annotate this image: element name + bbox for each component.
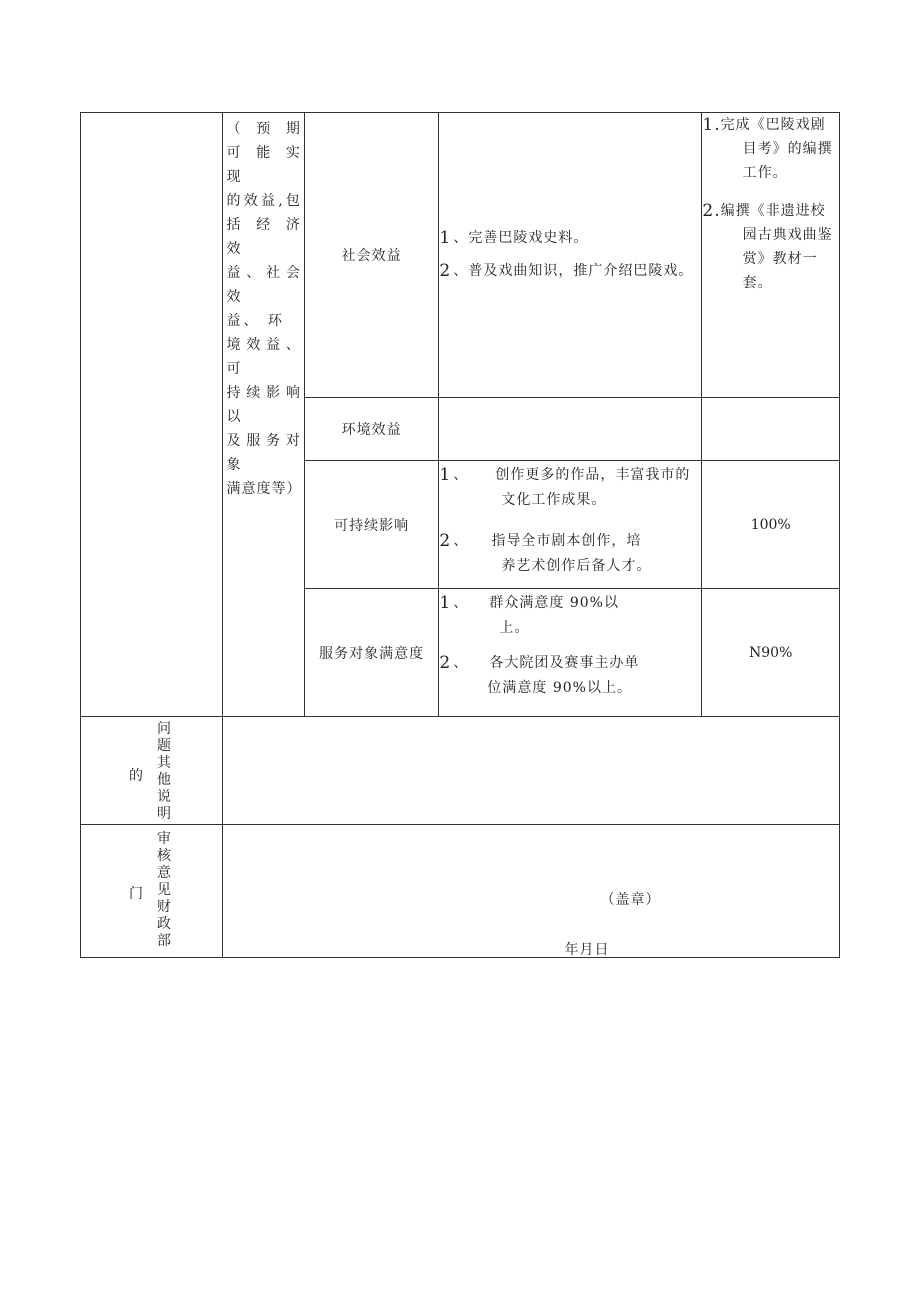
target-satisfaction: N90% <box>702 589 840 717</box>
finance-review-content <box>222 825 839 958</box>
other-issues-content <box>222 717 839 825</box>
other-issues-label: 的 问 题 其 他 说 明 <box>81 717 223 825</box>
content-item: 1 、 群众满意度 90%以 <box>439 593 619 613</box>
desc-line: 及服务对象 <box>226 433 301 473</box>
content-environment <box>439 398 702 461</box>
content-item: 1 、 创作更多的作品，丰富我市的 <box>439 465 691 485</box>
desc-line: 益、 环 <box>226 313 283 329</box>
desc-line: 满意度等） <box>226 481 302 497</box>
benefits-description <box>222 113 304 717</box>
indicator-sustainable: 可持续影响 <box>304 461 439 589</box>
content-item: 2 、 各大院团及赛事主办单 <box>439 653 640 673</box>
content-social <box>439 113 702 398</box>
desc-line: （ 预 期 <box>226 121 301 137</box>
date-text: 年月日 <box>564 942 610 958</box>
desc-line: 括 经 济 效 <box>226 217 301 257</box>
desc-line: 持续影响以 <box>226 385 301 425</box>
desc-line: 可 能 实 现 <box>226 145 301 185</box>
desc-line: 益、社会效 <box>226 265 301 305</box>
empty-category-cell <box>81 113 223 717</box>
finance-review-label: 门 审 核 意 见 财 政 部 <box>81 825 223 958</box>
row-other-issues <box>81 717 840 825</box>
performance-table <box>80 112 840 958</box>
desc-line: 的效益,包 <box>226 193 301 209</box>
indicator-satisfaction: 服务对象满意度 <box>304 589 439 717</box>
content-item: 1 、完善巴陵戏史料。 <box>439 228 589 248</box>
target-sustainable: 100% <box>702 461 840 589</box>
indicator-social: 社会效益 <box>304 113 439 398</box>
target-social <box>702 113 840 398</box>
indicator-environment: 环境效益 <box>304 398 439 461</box>
target-environment <box>702 398 840 461</box>
content-satisfaction: 1 、 群众满意度 90%以 上。 2 、 各大院团及赛事主办单 位满意度 90%以上。 <box>439 589 702 717</box>
seal-text: （盖章） <box>600 892 661 908</box>
row-social-benefit <box>81 113 840 398</box>
row-finance-review <box>81 825 840 958</box>
content-item: 2 、普及戏曲知识，推广介绍巴陵戏。 <box>439 261 694 281</box>
content-item: 2 、 指导全市剧本创作，培 <box>439 531 642 551</box>
target-item: 1. 完成《巴陵戏剧 目考》的编撰 工作。 <box>702 115 833 181</box>
content-sustainable: 1 、 创作更多的作品，丰富我市的 文化工作成果。 2 、 指导全市剧本创作，培 养艺术创作后备人才。 <box>439 461 702 589</box>
desc-line: 境效益、可 <box>226 337 301 377</box>
target-item: 2. 编撰《非遗进校 园古典戏曲鉴 赏》教材一 套。 <box>702 201 833 291</box>
